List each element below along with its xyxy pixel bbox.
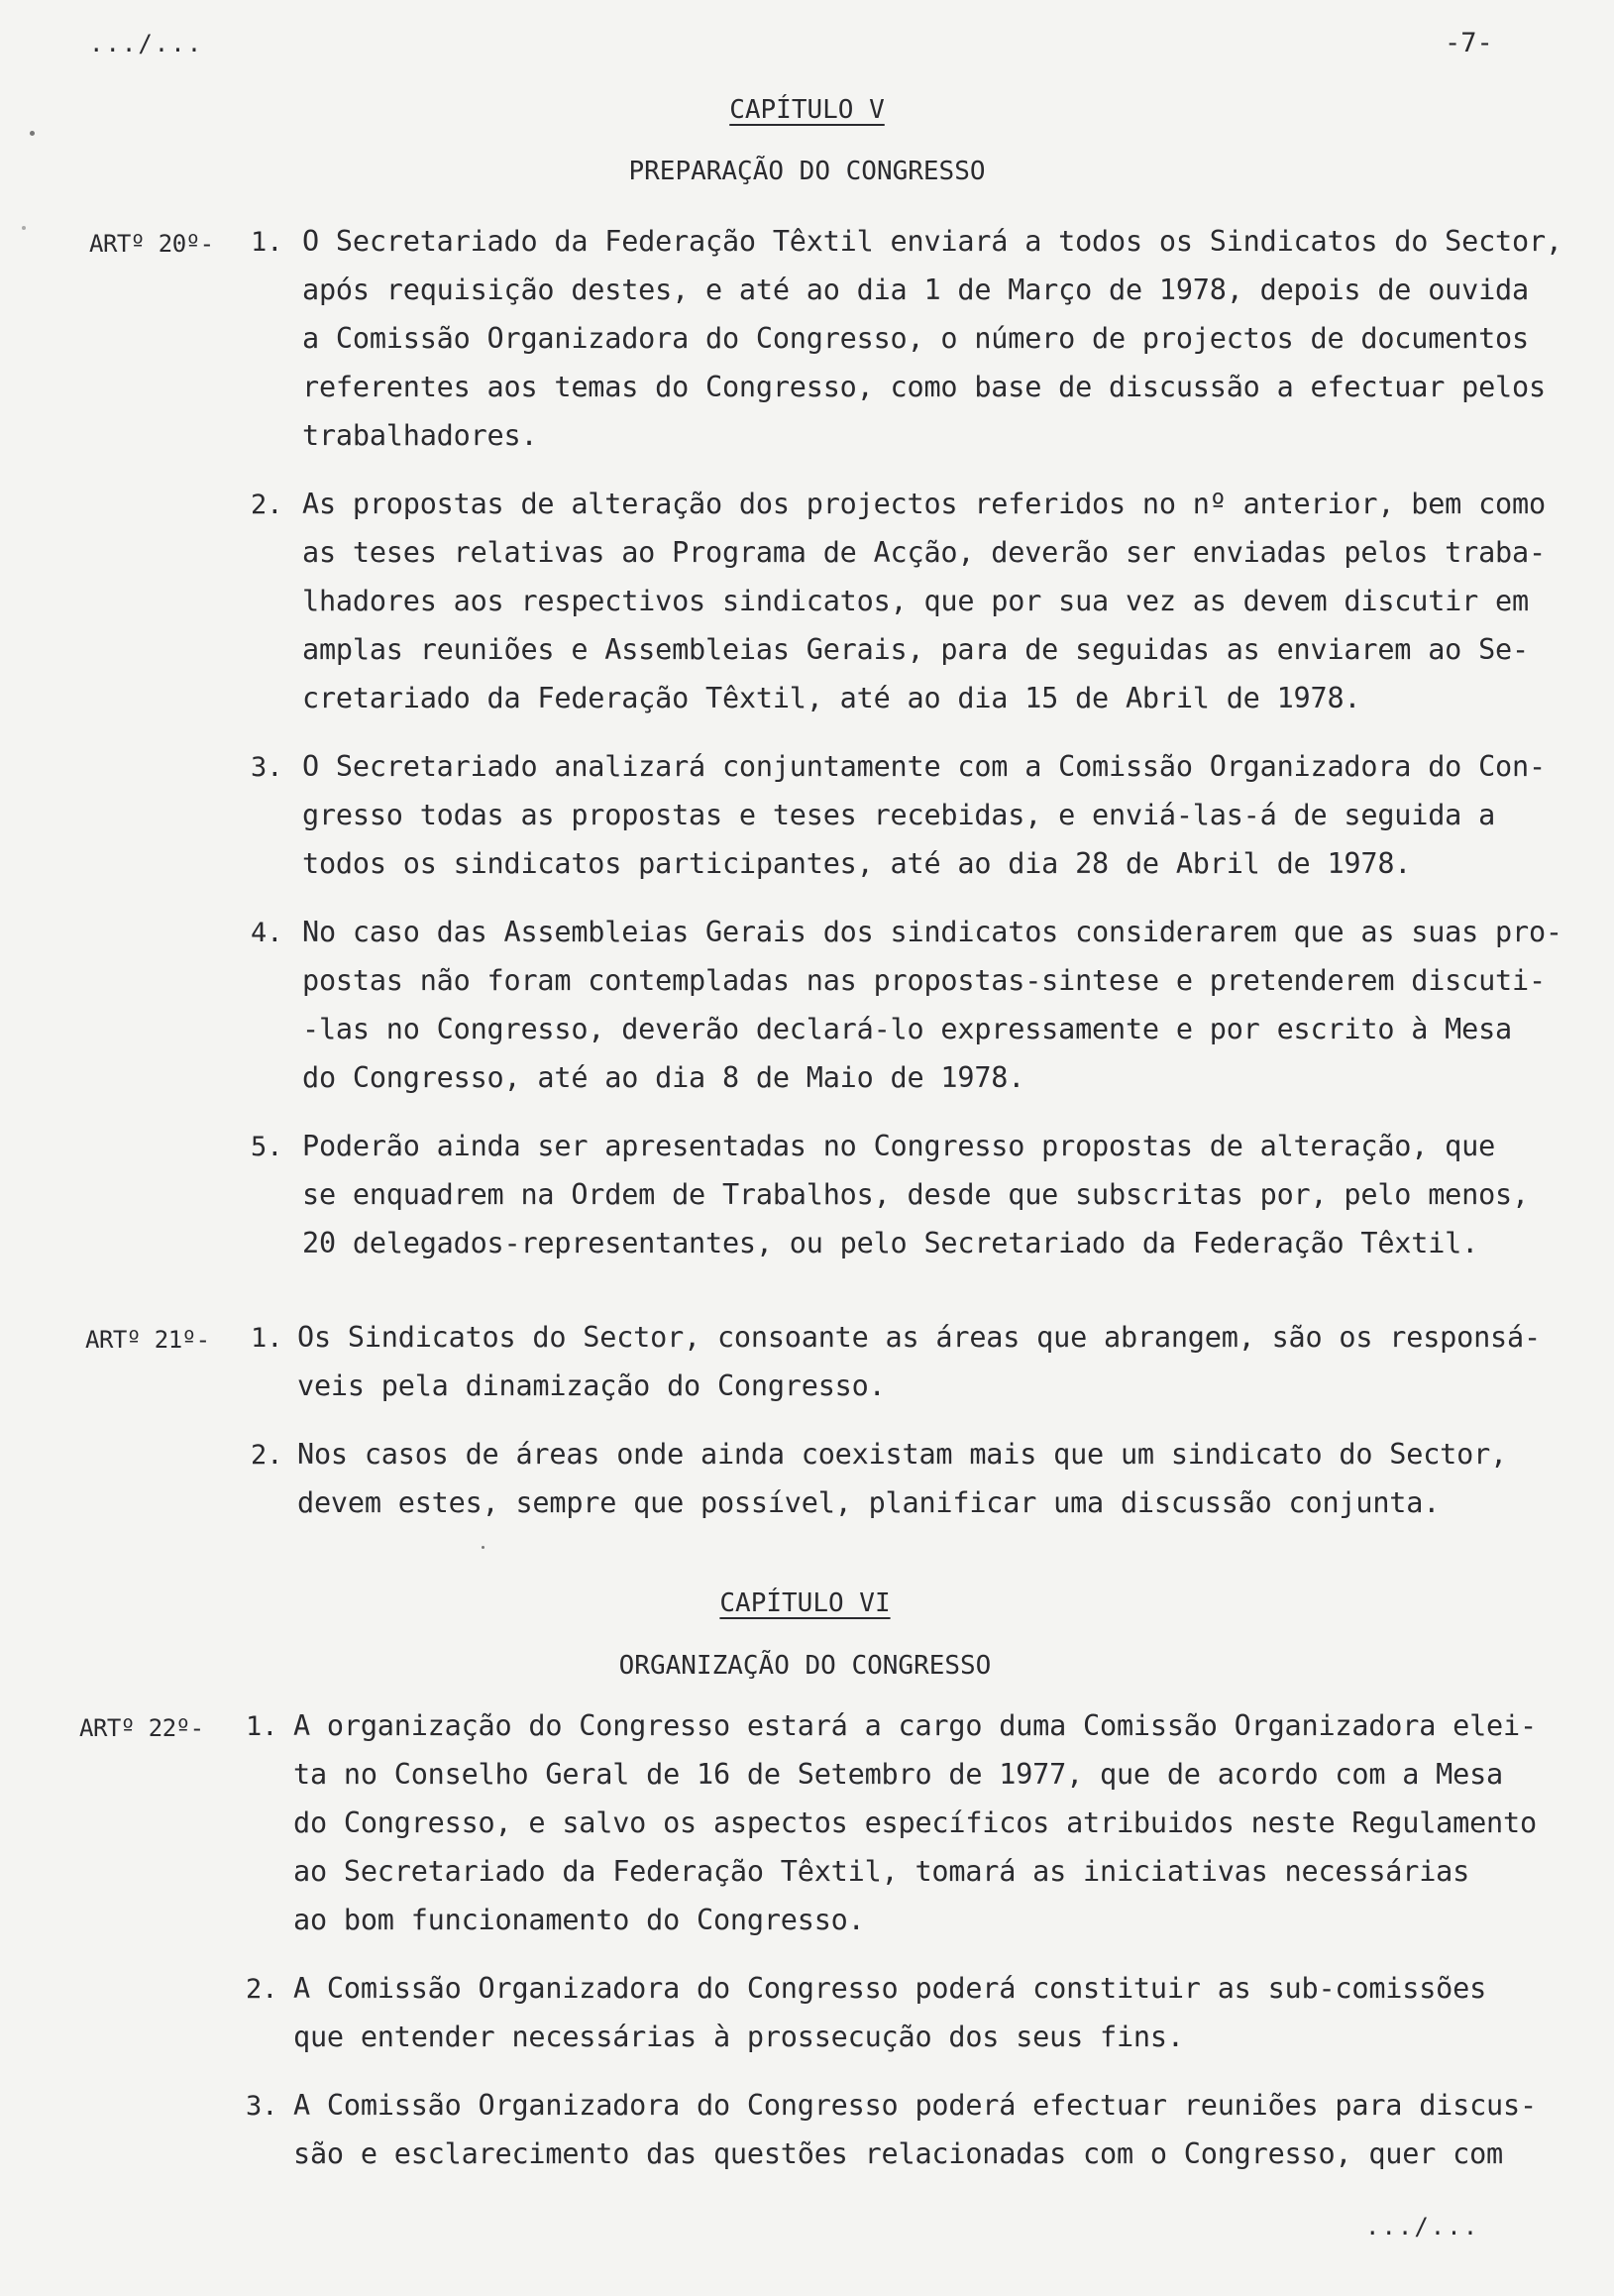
art20-2-line: as teses relativas ao Programa de Acção, deverão ser enviadas pelos traba- <box>302 536 1546 569</box>
art20-item-number: 2. <box>251 490 283 520</box>
art20-1-line: referentes aos temas do Congresso, como base de discussão a efectuar pelos <box>302 371 1546 403</box>
art20-1-line: a Comissão Organizadora do Congresso, o número de projectos de documentos <box>302 322 1529 355</box>
art20-2-line: As propostas de alteração dos projectos referidos no nº anterior, bem como <box>302 488 1546 520</box>
art20-4-line: postas não foram contempladas nas propostas-sintese e pretenderem discuti- <box>302 964 1546 997</box>
article-22-label: ARTº 22º- <box>79 1714 204 1742</box>
art20-3-line: gresso todas as propostas e teses recebidas, e enviá-las-á de seguida a <box>302 799 1496 831</box>
chapter-vi-heading: CAPÍTULO VI <box>719 1588 891 1618</box>
art20-3-line: O Secretariado analizará conjuntamente com a Comissão Organizadora do Con- <box>302 750 1546 783</box>
article-20-label: ARTº 20º- <box>89 230 214 258</box>
art20-item-number: 4. <box>251 918 283 948</box>
art21-2-line: Nos casos de áreas onde ainda coexistam mais que um sindicato do Sector, <box>297 1438 1508 1471</box>
art21-1-line: veis pela dinamização do Congresso. <box>297 1369 886 1402</box>
art22-1-line: A organização do Congresso estará a cargo duma Comissão Organizadora elei- <box>293 1709 1537 1742</box>
art20-2-line: cretariado da Federação Têxtil, até ao dia 15 de Abril de 1978. <box>302 682 1361 714</box>
page-number: -7- <box>1445 28 1493 58</box>
continuation-marker: .../... <box>1365 2213 1480 2241</box>
scan-speck <box>30 131 35 136</box>
art20-3-line: todos os sindicatos participantes, até ao dia 28 de Abril de 1978. <box>302 847 1412 880</box>
continued-marker: .../... <box>89 30 204 57</box>
art22-1-line: do Congresso, e salvo os aspectos específicos atribuidos neste Regulamento <box>293 1806 1537 1839</box>
article-21-label: ARTº 21º- <box>85 1326 210 1354</box>
chapter-vi-title: ORGANIZAÇÃO DO CONGRESSO <box>618 1651 992 1681</box>
art20-1-line: O Secretariado da Federação Têxtil enviará a todos os Sindicatos do Sector, <box>302 225 1562 258</box>
art22-item-number: 2. <box>246 1974 278 2005</box>
art22-3-line: A Comissão Organizadora do Congresso poderá efectuar reuniões para discus- <box>293 2089 1537 2122</box>
art20-1-line: trabalhadores. <box>302 419 538 452</box>
art21-item-number: 1. <box>251 1323 283 1354</box>
art20-2-line: lhadores aos respectivos sindicatos, que por sua vez as devem discutir em <box>302 585 1529 617</box>
art22-1-line: ta no Conselho Geral de 16 de Setembro de 1977, que de acordo com a Mesa <box>293 1758 1504 1791</box>
art20-5-line: se enquadrem na Ordem de Trabalhos, desde que subscritas por, pelo menos, <box>302 1178 1529 1211</box>
art22-1-line: ao Secretariado da Federação Têxtil, tomará as iniciativas necessárias <box>293 1855 1470 1888</box>
art21-item-number: 2. <box>251 1440 283 1471</box>
art20-item-number: 3. <box>251 752 283 783</box>
art20-1-line: após requisição destes, e até ao dia 1 de Março de 1978, depois de ouvida <box>302 273 1529 306</box>
art22-1-line: ao bom funcionamento do Congresso. <box>293 1904 865 1936</box>
scan-speck <box>22 226 26 230</box>
art20-4-line: -las no Congresso, deverão declará-lo expressamente e por escrito à Mesa <box>302 1013 1513 1045</box>
art20-2-line: amplas reuniões e Assembleias Gerais, para de seguidas as enviarem ao Se- <box>302 633 1529 666</box>
chapter-v-heading: CAPÍTULO V <box>729 95 885 125</box>
art20-5-line: 20 delegados-representantes, ou pelo Secretariado da Federação Têxtil. <box>302 1227 1479 1259</box>
scan-speck <box>482 1546 484 1549</box>
art22-item-number: 3. <box>246 2091 278 2122</box>
art22-2-line: que entender necessárias à prossecução dos seus fins. <box>293 2021 1184 2053</box>
art20-item-number: 5. <box>251 1132 283 1162</box>
art22-3-line: são e esclarecimento das questões relacionadas com o Congresso, quer com <box>293 2137 1504 2170</box>
art22-item-number: 1. <box>246 1711 278 1742</box>
art21-1-line: Os Sindicatos do Sector, consoante as áreas que abrangem, são os responsá- <box>297 1321 1541 1354</box>
chapter-v-title: PREPARAÇÃO DO CONGRESSO <box>628 157 986 186</box>
art20-4-line: No caso das Assembleias Gerais dos sindicatos considerarem que as suas pro- <box>302 916 1562 948</box>
art21-2-line: devem estes, sempre que possível, planificar uma discussão conjunta. <box>297 1486 1441 1519</box>
art20-4-line: do Congresso, até ao dia 8 de Maio de 1978. <box>302 1061 1025 1094</box>
art22-2-line: A Comissão Organizadora do Congresso poderá constituir as sub-comissões <box>293 1972 1487 2005</box>
art20-5-line: Poderão ainda ser apresentadas no Congresso propostas de alteração, que <box>302 1130 1496 1162</box>
art20-item-number: 1. <box>251 227 283 258</box>
